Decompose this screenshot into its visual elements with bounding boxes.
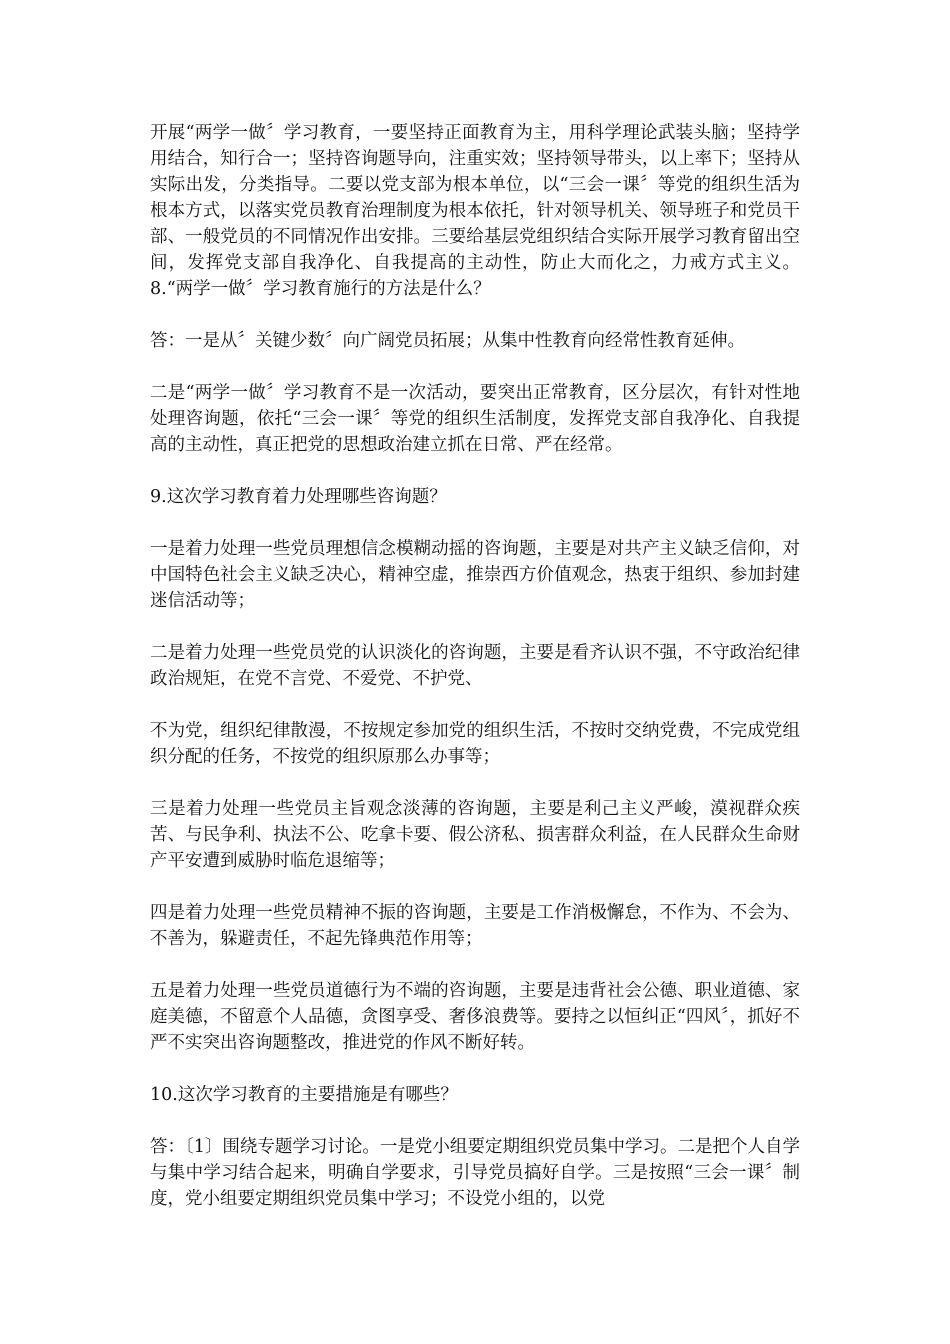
- paragraph-1: 开展“两学一做〞学习教育，一要坚持正面教育为主，用科学理论武装头脑；坚持学用结合，知行合一；坚持咨询题导向，注重实效；坚持领导带头，以上率下；坚持从实际出发，分类指导。二要以党支部为根本单位，以“三会一课〞等党的组织生活为根本方式，以落实党员教育治理制度为根本依托，针对领导机关、领导班子和党员干部、一般党员的不同情况作出安排。三要给基层党组织结合实际开展学习教育留出空间，发挥党支部自我净化、自我提高的主动性，防止大而化之，力戒方式主义。 8.“两学一做〞学习教育施行的方法是什么？: [150, 123, 800, 299]
- question-9-heading: 9.这次学习教育着力处理哪些咨询题？: [150, 487, 447, 507]
- paragraph-7: 不为党，组织纪律散漫，不按规定参加党的组织生活，不按时交纳党费，不完成党组织分配的任务，不按党的组织原那么办事等；: [150, 721, 800, 767]
- paragraph-12: 答：〔1〕围绕专题学习讨论。一是党小组要定期组织党员集中学习。二是把个人自学与集中学习结合起来，明确自学要求，引导党员搞好自学。三是按照“三会一课〞制度，党小组要定期组织党员集中学习；不设党小组的，以党: [150, 1137, 800, 1209]
- paragraph-2: 答：一是从〞关键少数〞向广阔党员拓展；从集中性教育向经常性教育延伸。: [150, 331, 745, 351]
- paragraph-8: 三是着力处理一些党员主旨观念淡薄的咨询题，主要是利己主义严峻，漠视群众疾苦、与民争利、执法不公、吃拿卡要、假公济私、损害群众利益，在人民群众生命财产平安遭到威胁时临危退缩等；: [150, 799, 800, 871]
- paragraph-6: 二是着力处理一些党员党的认识淡化的咨询题，主要是看齐认识不强，不守政治纪律政治规矩，在党不言党、不爱党、不护党、: [150, 643, 800, 689]
- paragraph-9: 四是着力处理一些党员精神不振的咨询题，主要是工作消极懈怠，不作为、不会为、不善为，躲避责任，不起先锋典范作用等；: [150, 903, 800, 949]
- paragraph-3: 二是“两学一做〞学习教育不是一次活动，要突出正常教育，区分层次，有针对性地处理咨询题，依托“三会一课〞等党的组织生活制度，发挥党支部自我净化、自我提高的主动性，真正把党的思想政治建立抓在日常、严在经常。: [150, 383, 800, 455]
- document-body: [150, 120, 800, 1238]
- paragraph-10: 五是着力处理一些党员道德行为不端的咨询题，主要是违背社会公德、职业道德、家庭美德，不留意个人品德，贪图享受、奢侈浪费等。要持之以恒纠正“四风〞，抓好不严不实突出咨询题整改，推进党的作风不断好转。: [150, 981, 800, 1053]
- question-10-heading: 10.这次学习教育的主要措施是有哪些？: [150, 1085, 458, 1105]
- paragraph-5: 一是着力处理一些党员理想信念模糊动摇的咨询题，主要是对共产主义缺乏信仰，对中国特色社会主义缺乏决心，精神空虚，推崇西方价值观念，热衷于组织、参加封建迷信活动等；: [150, 539, 800, 611]
